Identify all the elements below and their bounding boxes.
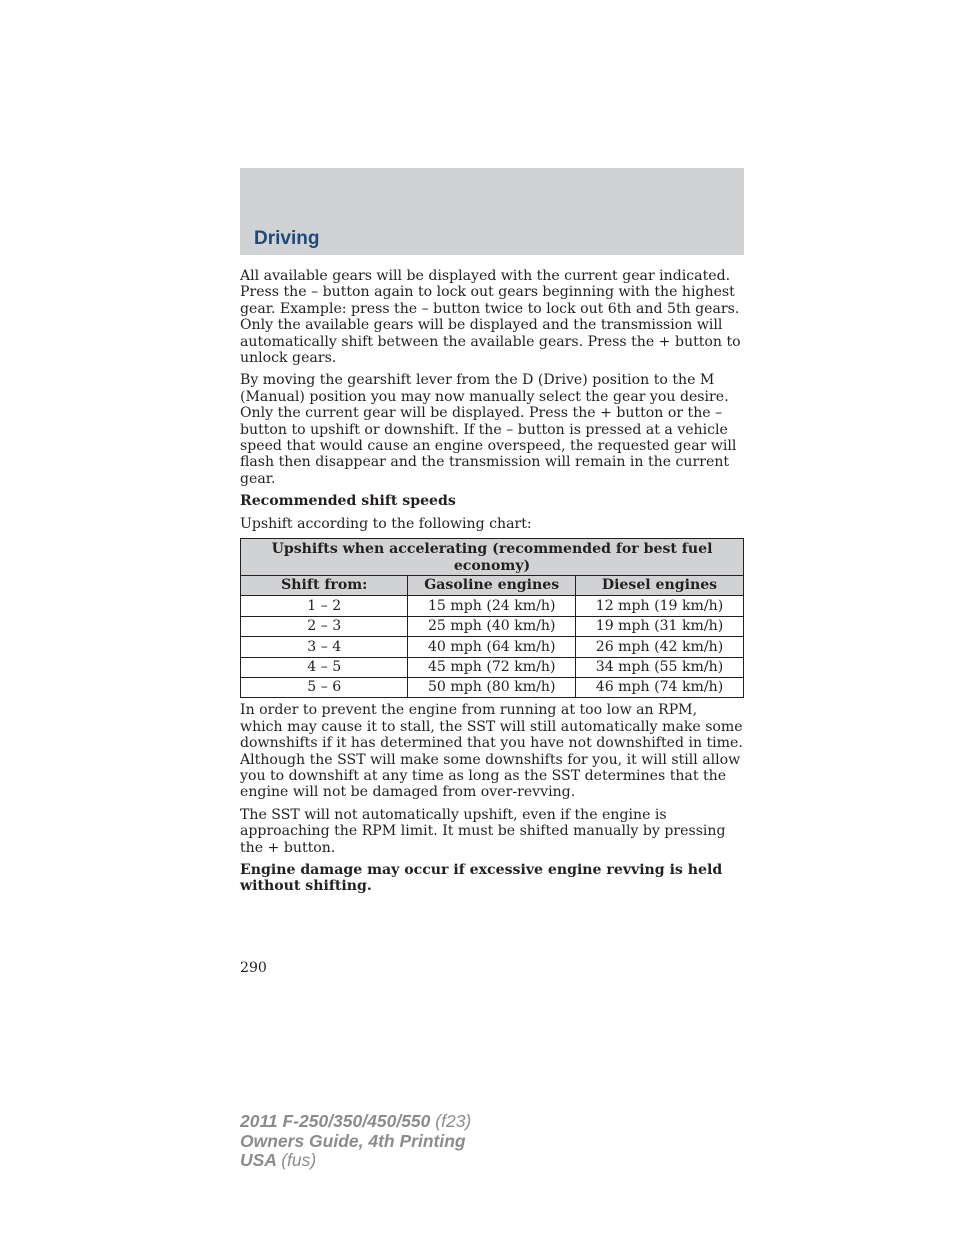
footer-line-market [240,1151,471,1171]
shift-speed-table [240,538,744,698]
table-cell: 2 – 3 [241,616,408,636]
table-cell: 34 mph (55 km/h) [575,657,743,677]
body-paragraph: In order to prevent the engine from running at too low an RPM, which may cause it to stall, the SST will still automatically make some downshifts if it has determined that you have not downshifted in time. Although the SST will make some downshifts for you, it will still allow you to downshift at any time as long as the SST determines that the engine will not be damaged from over-revving. [240,702,743,801]
table-cell: 25 mph (40 km/h) [408,616,575,636]
table-cell: 19 mph (31 km/h) [575,616,743,636]
table-row [241,657,744,677]
table-caption-row [241,539,744,576]
warning-text: Engine damage may occur if excessive engine revving is held without shifting. [240,862,723,895]
footer-model-code: (f23) [435,1111,472,1131]
table-cell: 1 – 2 [241,596,408,616]
table-cell: 4 – 5 [241,657,408,677]
footer-market: USA [240,1150,277,1170]
table-row [241,616,744,636]
column-header-diesel: Diesel engines [575,575,743,595]
section-header-band [240,168,744,255]
table-intro: Upshift according to the following chart: [240,515,532,532]
table-cell: 46 mph (74 km/h) [575,677,743,697]
main-content [240,268,744,901]
table-caption: Upshifts when accelerating (recommended for best fuel economy) [241,539,744,576]
table-cell: 15 mph (24 km/h) [408,596,575,616]
table-row [241,677,744,697]
table-cell: 50 mph (80 km/h) [408,677,575,697]
table-cell: 26 mph (42 km/h) [575,637,743,657]
document-footer [240,1112,471,1171]
table-row [241,637,744,657]
page-number: 290 [240,960,267,976]
table-cell: 5 – 6 [241,677,408,697]
column-header-shift-from: Shift from: [241,575,408,595]
column-header-gasoline: Gasoline engines [408,575,575,595]
body-paragraph: All available gears will be displayed with the current gear indicated. Press the – button again to lock out gears beginning with the highest gear. Example: press the – button twice to lock out 6th and 5th gears. Only the available gears will be displayed and the transmission will automatically shift between the available gears. Press the + button to unlock gears. [240,268,741,367]
footer-market-code: (fus) [281,1150,317,1170]
footer-line-model [240,1112,471,1132]
footer-line-edition: Owners Guide, 4th Printing [240,1130,466,1151]
subheading: Recommended shift speeds [240,493,456,510]
footer-model: 2011 F-250/350/450/550 [240,1111,431,1131]
table-row [241,596,744,616]
body-paragraph: By moving the gearshift lever from the D (Drive) position to the M (Manual) position you may now manually select the gear you desire. Only the current gear will be displayed. Press the + button or the – button to upshift or downshift. If the – button is pressed at a vehicle speed that would cause an engine overspeed, the requested gear will flash then disappear and the transmission will remain in the current gear. [240,372,737,487]
body-paragraph: The SST will not automatically upshift, even if the engine is approaching the RPM limit. It must be shifted manually by pressing the + button. [240,806,726,856]
section-title: Driving [254,228,320,249]
table-header-row [241,575,744,595]
table-cell: 12 mph (19 km/h) [575,596,743,616]
table-cell: 45 mph (72 km/h) [408,657,575,677]
table-cell: 3 – 4 [241,637,408,657]
table-cell: 40 mph (64 km/h) [408,637,575,657]
